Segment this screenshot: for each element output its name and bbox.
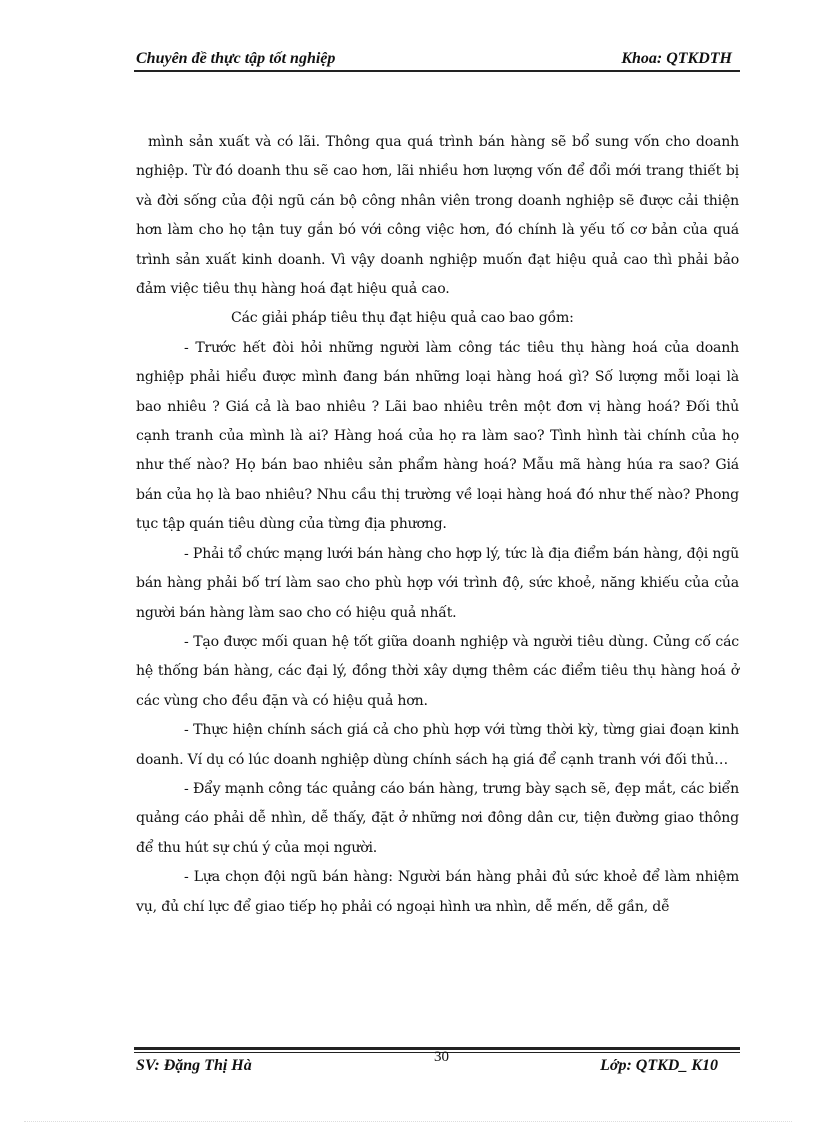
page-footer [134, 1047, 740, 1077]
header-document-title: Chuyên đề thực tập tốt nghiệp [136, 50, 336, 67]
page-bottom-border [24, 1121, 792, 1122]
paragraph-8: - Lựa chọn đội ngũ bán hàng: Người bán hàng phải đủ sức khoẻ để làm nhiệm vụ, đủ chí lực để giao tiếp họ phải có ngoại hình ưa nhìn, dễ mến, dễ gần, dễ [136, 869, 739, 915]
document-body [136, 128, 739, 922]
paragraph-1: mình sản xuất và có lãi. Thông qua quá trình bán hàng sẽ bổ sung vốn cho doanh nghiệp. Từ đó doanh thu sẽ cao hơn, lãi nhiều hơn lượng vốn để đổi mới trang thiết bị và đời sống của đội ngũ cán bộ công nhân viên trong doanh nghiệp sẽ được cải thiện hơn làm cho họ tận tuy gắn bó với công việc hơn, đó chính là yếu tố cơ bản của quá trình sản xuất kinh doanh. Vì vậy doanh nghiệp muốn đạt hiệu quả cao thì phải bảo đảm việc tiêu thụ hàng hoá đạt hiệu quả cao. [136, 134, 739, 298]
paragraph-2-heading: Các giải pháp tiêu thụ đạt hiệu quả cao bao gồm: [231, 310, 574, 327]
paragraph-3: - Trước hết đòi hỏi những người làm công tác tiêu thụ hàng hoá của doanh nghiệp phải hiểu được mình đang bán những loại hàng hoá gì? Số lượng mỗi loại là bao nhiêu ? Giá cả là bao nhiêu ? Lãi bao nhiêu trên một đơn vị hàng hoá? Đối thủ cạnh tranh của mình là ai? Hàng hoá của họ ra làm sao? Tình hình tài chính của họ như thế nào? Họ bán bao nhiêu sản phẩm hàng hoá? Mẫu mã hàng húa ra sao? Giá bán của họ là bao nhiêu? Nhu cầu thị trường về loại hàng hoá đó như thế nào? Phong tục tập quán tiêu dùng của từng địa phương. [136, 339, 739, 533]
paragraph-4: - Phải tổ chức mạng lưới bán hàng cho hợp lý, tức là địa điểm bán hàng, đội ngũ bán hàng phải bố trí làm sao cho phù hợp với trình độ, sức khoẻ, năng khiếu của của người bán hàng làm sao cho có hiệu quả nhất. [136, 545, 739, 621]
header-rule [134, 70, 740, 72]
paragraph-7: - Đẩy mạnh công tác quảng cáo bán hàng, trưng bày sạch sẽ, đẹp mắt, các biển quảng cáo phải dễ nhìn, dễ thấy, đặt ở những nơi đông dân cư, tiện đường giao thông để thu hút sự chú ý của mọi người. [136, 780, 739, 856]
footer-student-name: SV: Đặng Thị Hà [136, 1057, 252, 1074]
page-number: 30 [434, 1049, 449, 1065]
paragraph-5: - Tạo được mối quan hệ tốt giữa doanh nghiệp và người tiêu dùng. Củng cố các hệ thống bán hàng, các đại lý, đồng thời xây dựng thêm các điểm tiêu thụ hàng hoá ở các vùng cho đều đặn và có hiệu quả hơn. [136, 633, 739, 709]
page-header [134, 46, 740, 72]
header-department: Khoa: QTKDTH [621, 50, 732, 67]
paragraph-6: - Thực hiện chính sách giá cả cho phù hợp với từng thời kỳ, từng giai đoạn kinh doanh. Ví dụ có lúc doanh nghiệp dùng chính sách hạ giá để cạnh tranh với đối thủ… [136, 722, 739, 768]
footer-class: Lớp: QTKD_ K10 [600, 1057, 718, 1074]
